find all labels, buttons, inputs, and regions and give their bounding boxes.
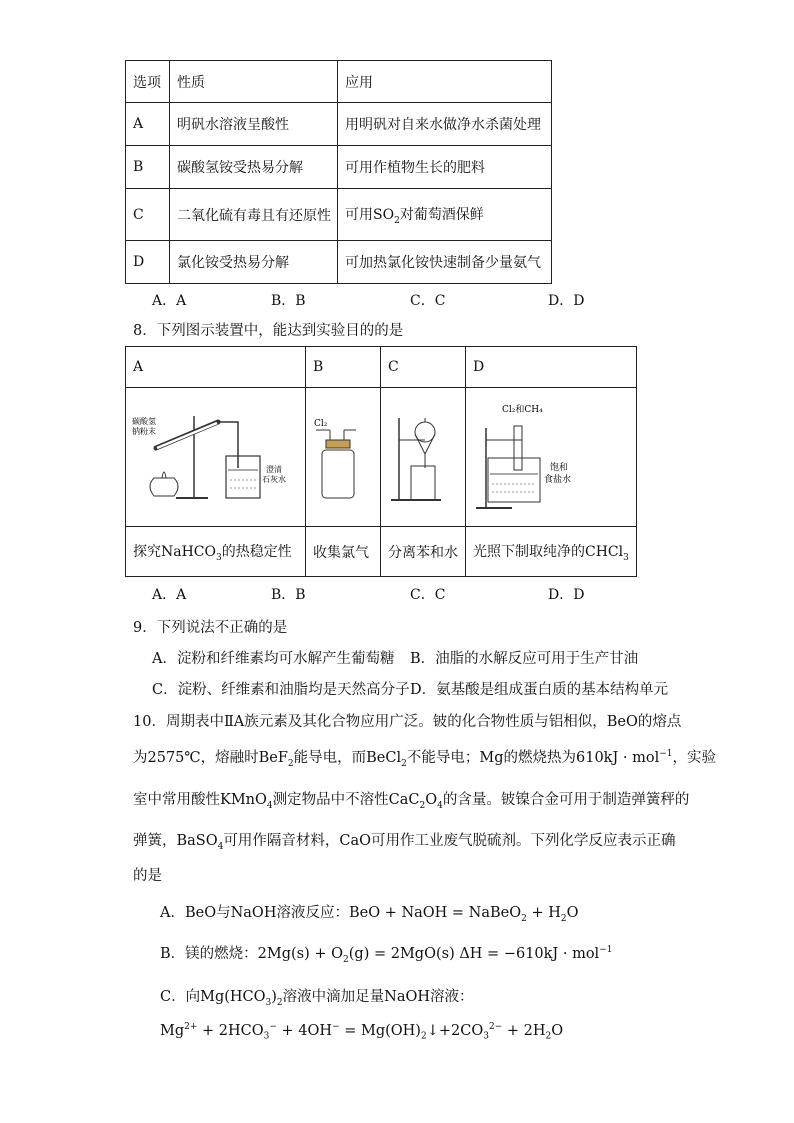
text: 测定物品中不溶性CaC (272, 792, 420, 808)
text: ) (271, 989, 277, 1005)
figure-a (126, 388, 304, 522)
subscript: 3 (483, 1031, 489, 1042)
subscript: 3 (623, 552, 629, 563)
q10-line-3 (133, 788, 689, 811)
q9-option-a[interactable]: A．淀粉和纤维素均可水解产生葡萄糖 (152, 651, 395, 667)
label-saturated: 饱和 (550, 463, 569, 473)
superscript: − (332, 1022, 340, 1032)
text: C．向Mg(HCO (160, 989, 266, 1005)
properties-table (125, 60, 552, 284)
label-clear: 澄清 (266, 465, 282, 474)
chem-formula: SO (373, 206, 395, 223)
text: + H (526, 905, 561, 921)
apparatus-table (125, 346, 637, 577)
q9-option-c[interactable]: C．淀粉、纤维素和油脂均是天然高分子 (152, 682, 410, 698)
text: ，实验 (672, 750, 716, 766)
text: 室中常用酸性KMnO (133, 792, 267, 808)
text: Mg (160, 1022, 185, 1039)
subscript: 4 (437, 800, 443, 811)
row-application: 可加热氯化铵快速制备少量氨气 (338, 241, 552, 284)
q10-line-1: 10．周期表中ⅡA族元素及其化合物应用广泛。铍的化合物性质与铝相似，BeO的熔点 (133, 714, 682, 730)
caption-b: 收集氯气 (306, 527, 381, 577)
table-row (126, 146, 552, 189)
choice-b[interactable]: B．B (271, 293, 306, 309)
row-application: 用明矾对自来水做净水杀菌处理 (338, 103, 552, 146)
header-c: C (381, 347, 466, 388)
row-option: C (126, 189, 170, 241)
text: B．镁的燃烧：2Mg(s) + O (160, 946, 344, 962)
subscript: 3 (265, 997, 272, 1008)
choice-b[interactable]: B．B (271, 587, 306, 603)
row-property: 明矾水溶液呈酸性 (170, 103, 338, 146)
text: O (551, 1022, 564, 1039)
choice-a[interactable]: A．A (152, 587, 187, 603)
header-a: A (126, 347, 306, 388)
text: 可用作隔音材料，CaO可用作工业废气脱硫剂。下列化学反应表示正确 (223, 833, 676, 849)
q9-stem: 9．下列说法不正确的是 (133, 620, 288, 636)
row-property: 碳酸氢铵受热易分解 (170, 146, 338, 189)
subscript: 4 (266, 800, 273, 811)
q8-stem: 8．下列图示装置中，能达到实验目的的是 (133, 323, 404, 339)
header-option: 选项 (126, 61, 170, 103)
row-option: D (126, 241, 170, 284)
label-chlorine: Cl₂ (314, 419, 328, 429)
text: 不能导电；Mg的燃烧热为610kJ · mol (406, 750, 660, 766)
choice-d[interactable]: D．D (548, 587, 585, 603)
text: O (425, 792, 438, 808)
subscript: 4 (217, 841, 224, 852)
app-text: 可用 (345, 206, 373, 223)
q10-option-b[interactable] (160, 942, 612, 965)
q10-equation-c (160, 1022, 563, 1042)
row-property: 氯化铵受热易分解 (170, 241, 338, 284)
text: 为2575℃，熔融时BeF (133, 750, 288, 766)
caption-text: 探究 (133, 543, 161, 560)
figure-a-cell (126, 388, 306, 527)
superscript: 2− (488, 1022, 503, 1032)
subscript: 2 (401, 758, 407, 769)
subscript: 3 (216, 552, 222, 563)
text: 弹簧，BaSO (133, 833, 218, 849)
subscript: 3 (263, 1031, 270, 1042)
caption-a (126, 527, 306, 577)
header-property: 性质 (170, 61, 338, 103)
superscript: −1 (659, 749, 673, 760)
q9-option-d[interactable]: D．氨基酸是组成蛋白质的基本结构单元 (410, 682, 669, 698)
app-text: 对葡萄酒保鲜 (399, 206, 484, 223)
header-d: D (466, 347, 637, 388)
caption-c: 分离苯和水 (381, 527, 466, 577)
caption-text: 的热稳定性 (221, 543, 292, 560)
table-row (126, 189, 552, 241)
label-limewater: 石灰水 (262, 475, 286, 484)
figure-d (466, 388, 634, 522)
text: = Mg(OH) (339, 1022, 421, 1039)
q10-line-2 (133, 746, 716, 769)
label-sodium: 碳酸氢 (132, 417, 156, 426)
q10-option-c[interactable] (160, 985, 474, 1008)
subscript: 2 (287, 758, 294, 769)
row-property: 二氧化硫有毒且有还原性 (170, 189, 338, 241)
text: + 2H (502, 1022, 546, 1039)
chem-formula: CHCl (585, 543, 624, 560)
text: + 4OH (276, 1022, 333, 1039)
text: 溶液中滴加足量NaOH溶液： (282, 989, 474, 1005)
subscript: 2 (420, 1031, 427, 1042)
label-gas-mix: Cl₂和CH₄ (502, 405, 543, 415)
subscript: 2 (560, 913, 567, 924)
subscript: 2 (545, 1031, 552, 1042)
text: ↓+2CO (426, 1022, 484, 1039)
table-row (126, 103, 552, 146)
figure-c-cell (381, 388, 466, 527)
q10-line-4 (133, 829, 675, 852)
subscript: 2 (276, 997, 283, 1008)
caption-text: 光照下制取纯净的 (473, 543, 585, 560)
subscript: 2 (419, 800, 426, 811)
row-option: A (126, 103, 170, 146)
row-option: B (126, 146, 170, 189)
figure-c (381, 388, 458, 522)
header-b: B (306, 347, 381, 388)
table-row (126, 241, 552, 284)
q10-option-a[interactable] (160, 901, 579, 924)
choice-a[interactable]: A．A (152, 293, 187, 309)
figure-d-cell (466, 388, 637, 527)
caption-d (466, 527, 637, 577)
row-application (338, 189, 552, 241)
header-application: 应用 (338, 61, 552, 103)
superscript: 2+ (184, 1022, 198, 1032)
text: 的含量。铍镍合金可用于制造弹簧秤的 (442, 792, 690, 808)
q10-line-5: 的是 (133, 868, 162, 884)
text: (g) = 2MgO(s) ΔH = −610kJ · mol (348, 946, 600, 962)
label-brine: 食盐水 (544, 475, 572, 485)
subscript: 2 (394, 215, 400, 226)
text: + 2HCO (197, 1022, 264, 1039)
subscript: 2 (343, 954, 349, 965)
text: A．BeO与NaOH溶液反应：BeO + NaOH = NaBeO (160, 905, 522, 921)
label-powder: 钠粉末 (132, 427, 156, 436)
row-application: 可用作植物生长的肥料 (338, 146, 552, 189)
superscript: −1 (599, 945, 613, 956)
choice-c[interactable]: C．C (410, 293, 446, 309)
choice-d[interactable]: D．D (548, 293, 585, 309)
choice-c[interactable]: C．C (410, 587, 446, 603)
chem-formula: NaHCO (161, 543, 216, 560)
text: 能导电，而BeCl (293, 750, 402, 766)
q9-option-b[interactable]: B．油脂的水解反应可用于生产甘油 (410, 651, 639, 667)
superscript: − (269, 1022, 277, 1032)
subscript: 2 (521, 913, 527, 924)
figure-b (306, 388, 373, 522)
figure-b-cell (306, 388, 381, 527)
text: O (566, 905, 579, 921)
